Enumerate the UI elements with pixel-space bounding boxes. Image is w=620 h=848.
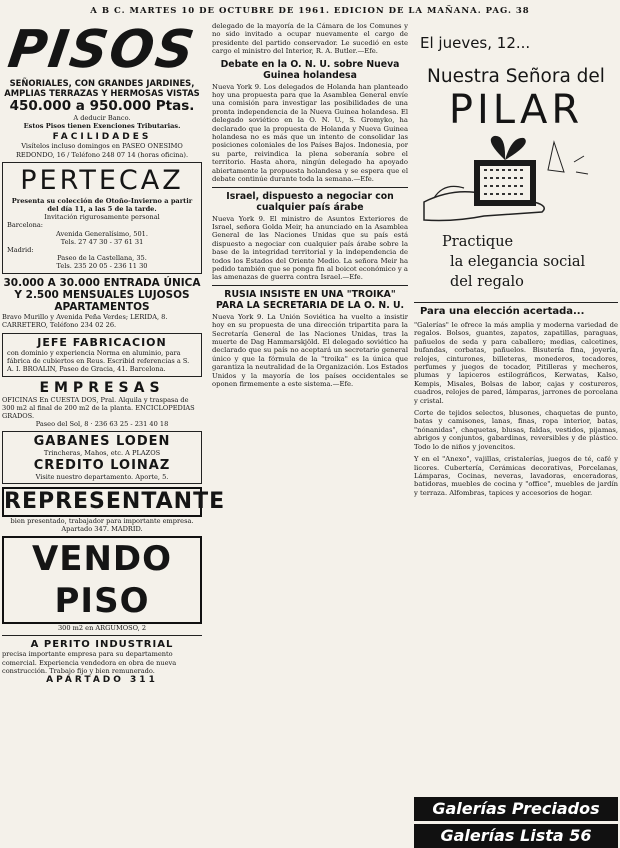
galerias-para1: "Galerías" le ofrece la más amplia y moderna variedad de regalos. Bolsos, guantes, zapatos, zapatillas, paraguas, pañuelos de seda y para caballero; medias, calcetines, bufandas, corbatas, pañuelos. Bisutería fina, joyería, relojes, cinturones, billeteras, monederos, tocadores, perfumes y juegos de tocador, Pitilleras y mecheros, plumas y lapiceros estilográficos, Kerwatas, Kalso, Kempis, Misales, Bolsas de labor, cajas y costureros, cuadros, relojes de pared, lámparas, jarrones de porcelana y cristal. [414, 321, 618, 405]
page-header: A B C. MARTES 10 DE OCTUBRE DE 1961. EDICION DE LA MAÑANA. PAG. 38 [90, 6, 530, 16]
perito-text: precisa importante empresa para su departamento comercial. Experiencia vendedora en obra de nueva construcción. Trabajo fijo y bien remunerado. [2, 650, 177, 675]
practique-line2: la elegancia social [450, 254, 586, 270]
galerias-para3: Y en el "Anexo", vajillas, cristalerías, juegos de té, café y licores. Cubertería, Cerámicas decorativas, Porcelanas, Lámparas, Cocinas, neveras, lavadoras, enceradoras, batidoras, muebles de cocina y "office", muebles de jardín y terraza. Alfombras, tapices y accesorios de hogar. [414, 455, 618, 497]
jefe-ad [2, 333, 202, 377]
practique-line3: del regalo [450, 274, 524, 290]
vendo-title: VENDO PISO [2, 536, 202, 624]
pertecaz-addr1: Avenida Generalísimo, 501. [56, 229, 148, 238]
gabanes-title: GABANES LODEN [33, 434, 171, 450]
article2-text: Nueva York 9. El ministro de Asuntos Exteriores de Israel, señora Golda Meir, ha anunciado en la Asamblea General de las Naciones Unidas que su país está dispuesto a negociar con cualquier país árabe sobre la base de la integridad territorial y la independencia de todos los Estados del Oriente Medio. La señora Meir ha pedido también que se ponga fin al boicot económico y a las amenazas de guerra contra Israel.—Efe. [212, 214, 408, 282]
gift-illustration [414, 132, 618, 232]
representante-text: bien presentado, trabajador para importante empresa. Apartado 347. MADRID. [10, 516, 194, 534]
jueves-text: El jueves, 12... [420, 34, 531, 52]
pisos-title: PISOS [4, 20, 200, 80]
empresas-tel: Paseo del Sol, 8 · 236 63 25 - 231 40 18 [35, 420, 169, 429]
pisos-visit: Visítelos incluso domingos en PASEO ONESIMO REDONDO, 16 / Teléfono 248 07 14 (horas oficina). [15, 142, 189, 159]
article1-title: Debate en la O. N. U. sobre Nueva Guinea holandesa [220, 58, 400, 81]
empresas-title: EMPRESAS [39, 379, 165, 396]
article1-text: Nueva York 9. Los delegados de Holanda han planteado hoy una propuesta para que la Asamblea General envíe una comisión para investigar las posibilidades de una pronta independencia de la Nueva Guinea holandesa. El delegado soviético en la O. N. U., S. Gromyko, ha declarado que la propuesta de Holanda y Nueva Guinea holandesa no es más que un intento de consolidar las posiciones coloniales de los Países Bajos. Indonesia, por su parte, reivindica la plena soberanía sobre el territorio. Hasta ahora, ningún delegado ha apoyado abiertamente la propuesta holandesa y se espera que el debate continúe durante toda la semana.—Efe. [212, 82, 408, 184]
pisos-facilidades: FACILIDADES [52, 132, 152, 143]
gift-hand-icon [414, 132, 618, 232]
credito-text: Visite nuestro departamento. Aporte, 5. [35, 472, 169, 481]
pertecaz-line1: Presenta su colección de Otoño-Invierno a partir del día 11, a las 5 de la tarde. [11, 196, 193, 214]
senora-title: Nuestra Señora del [427, 66, 605, 87]
galerias-ad [414, 22, 618, 845]
pisos-subtitle: SEÑORIALES, CON GRANDES JARDINES, AMPLIAS TERRAZAS Y HERMOSAS VISTAS [4, 78, 200, 98]
apartamentos-headline: 30.000 A 30.000 ENTRADA ÚNICA Y 2.500 MENSUALES LUJOSOS APARTAMENTOS [3, 276, 201, 313]
apartamentos-text: Bravo Murillo y Avenida Peña Verdes; LERIDA, 8. CARRETERO, Teléfono 234 02 26. [2, 312, 168, 329]
pilar-title: PILAR [448, 87, 584, 133]
practique-line1: Practique [442, 234, 514, 250]
galerias-para2: Corte de tejidos selectos, blusones, chaquetas de punto, batas y camisones, lanas, finas, ropa interior, batas, "nónanidas", chaquetas, blusas, faldas, vestidos, pijamas, abrigos y conjuntos, gabardinas, reversibles y de plástico. Todo lo de niños y jovencitos. [414, 409, 618, 451]
vendo-text: 300 m2 en ARGUMOSO, 2 [57, 624, 147, 633]
pertecaz-tel1: Tels. 27 47 30 - 37 61 31 [60, 237, 144, 246]
classified-column [2, 20, 226, 837]
pertecaz-city1: Barcelona: [7, 221, 44, 230]
pertecaz-line2: Invitación rigurosamente personal [44, 213, 160, 222]
pertecaz-city2: Madrid: [7, 246, 34, 255]
article3-text: Nueva York 9. La Unión Soviética ha vuelto a insistir hoy en su propuesta de una dirección tripartita para la Secretaría General de las Naciones Unidas, tras la muerte de Dag Hammarskjöld. El delegado soviético ha declarado que su país no aceptará un secretario general único y que la fórmula de la "troika" es la única que garantiza la neutralidad de la Organización. Los Estados Unidos y la mayoría de los países occidentales se oponen firmemente a este sistema.—Efe. [212, 312, 408, 388]
pertecaz-ad [2, 162, 202, 274]
perito-title: A PERITO INDUSTRIAL [30, 639, 174, 651]
gabanes-text: Trincheras, Mahos, etc. A PLAZOS [43, 449, 161, 458]
perito-footer: APARTADO 311 [46, 675, 158, 686]
pisos-price: 450.000 a 950.000 Ptas. [9, 98, 195, 114]
pisos-line1: A deducir Banco. [73, 114, 131, 122]
galerias-lista-banner: Galerías Lista 56 [414, 824, 618, 848]
galerias-preciados-banner: Galerías Preciados [414, 797, 618, 821]
empresas-text: OFICINAS En CUESTA DOS, Pral. Alquila y traspasa de 300 m2 al final de 200 m2 de la planta. ENCICLOPEDIAS GRADOS. [2, 395, 195, 421]
jefe-title: JEFE FABRICACION [37, 336, 167, 350]
pertecaz-addr2: Paseo de la Castellana, 35. [57, 254, 147, 263]
pertecaz-tel2: Tels. 235 20 05 - 236 11 30 [56, 262, 148, 271]
representante-title: REPRESENTANTE [2, 487, 202, 517]
intro-text: delegado de la mayoría de la Cámara de los Comunes y no sido invitado a ocupar nuevamente el cargo de presidente del partido conservador. Le sucedió en este cargo el ministro del Interior, R. A. Butler.—Efe. [212, 22, 408, 56]
article2-title: Israel, dispuesto a negociar con cualquier país árabe [226, 190, 394, 213]
credito-title: CREDITO LOINAZ [33, 457, 171, 473]
news-column [212, 22, 408, 837]
pertecaz-title: PERTECAZ [20, 164, 184, 196]
pisos-line2: Estos Pisos tienen Exenciones Tributarias. [23, 122, 181, 131]
eleccion-title: Para una elección acertada... [420, 306, 585, 317]
article3-title: RUSIA INSISTE EN UNA "TROIKA" PARA LA SECRETARIA DE LA O. N. U. [215, 288, 405, 311]
gabanes-ad [2, 431, 202, 483]
jefe-text: con dominio y experiencia Norma en aluminio, para fábrica de cubiertos en Reus. Escribid referencias a S. A. I. BROALIN, Paseo de Gracia, 41. Barcelona. [7, 349, 190, 374]
